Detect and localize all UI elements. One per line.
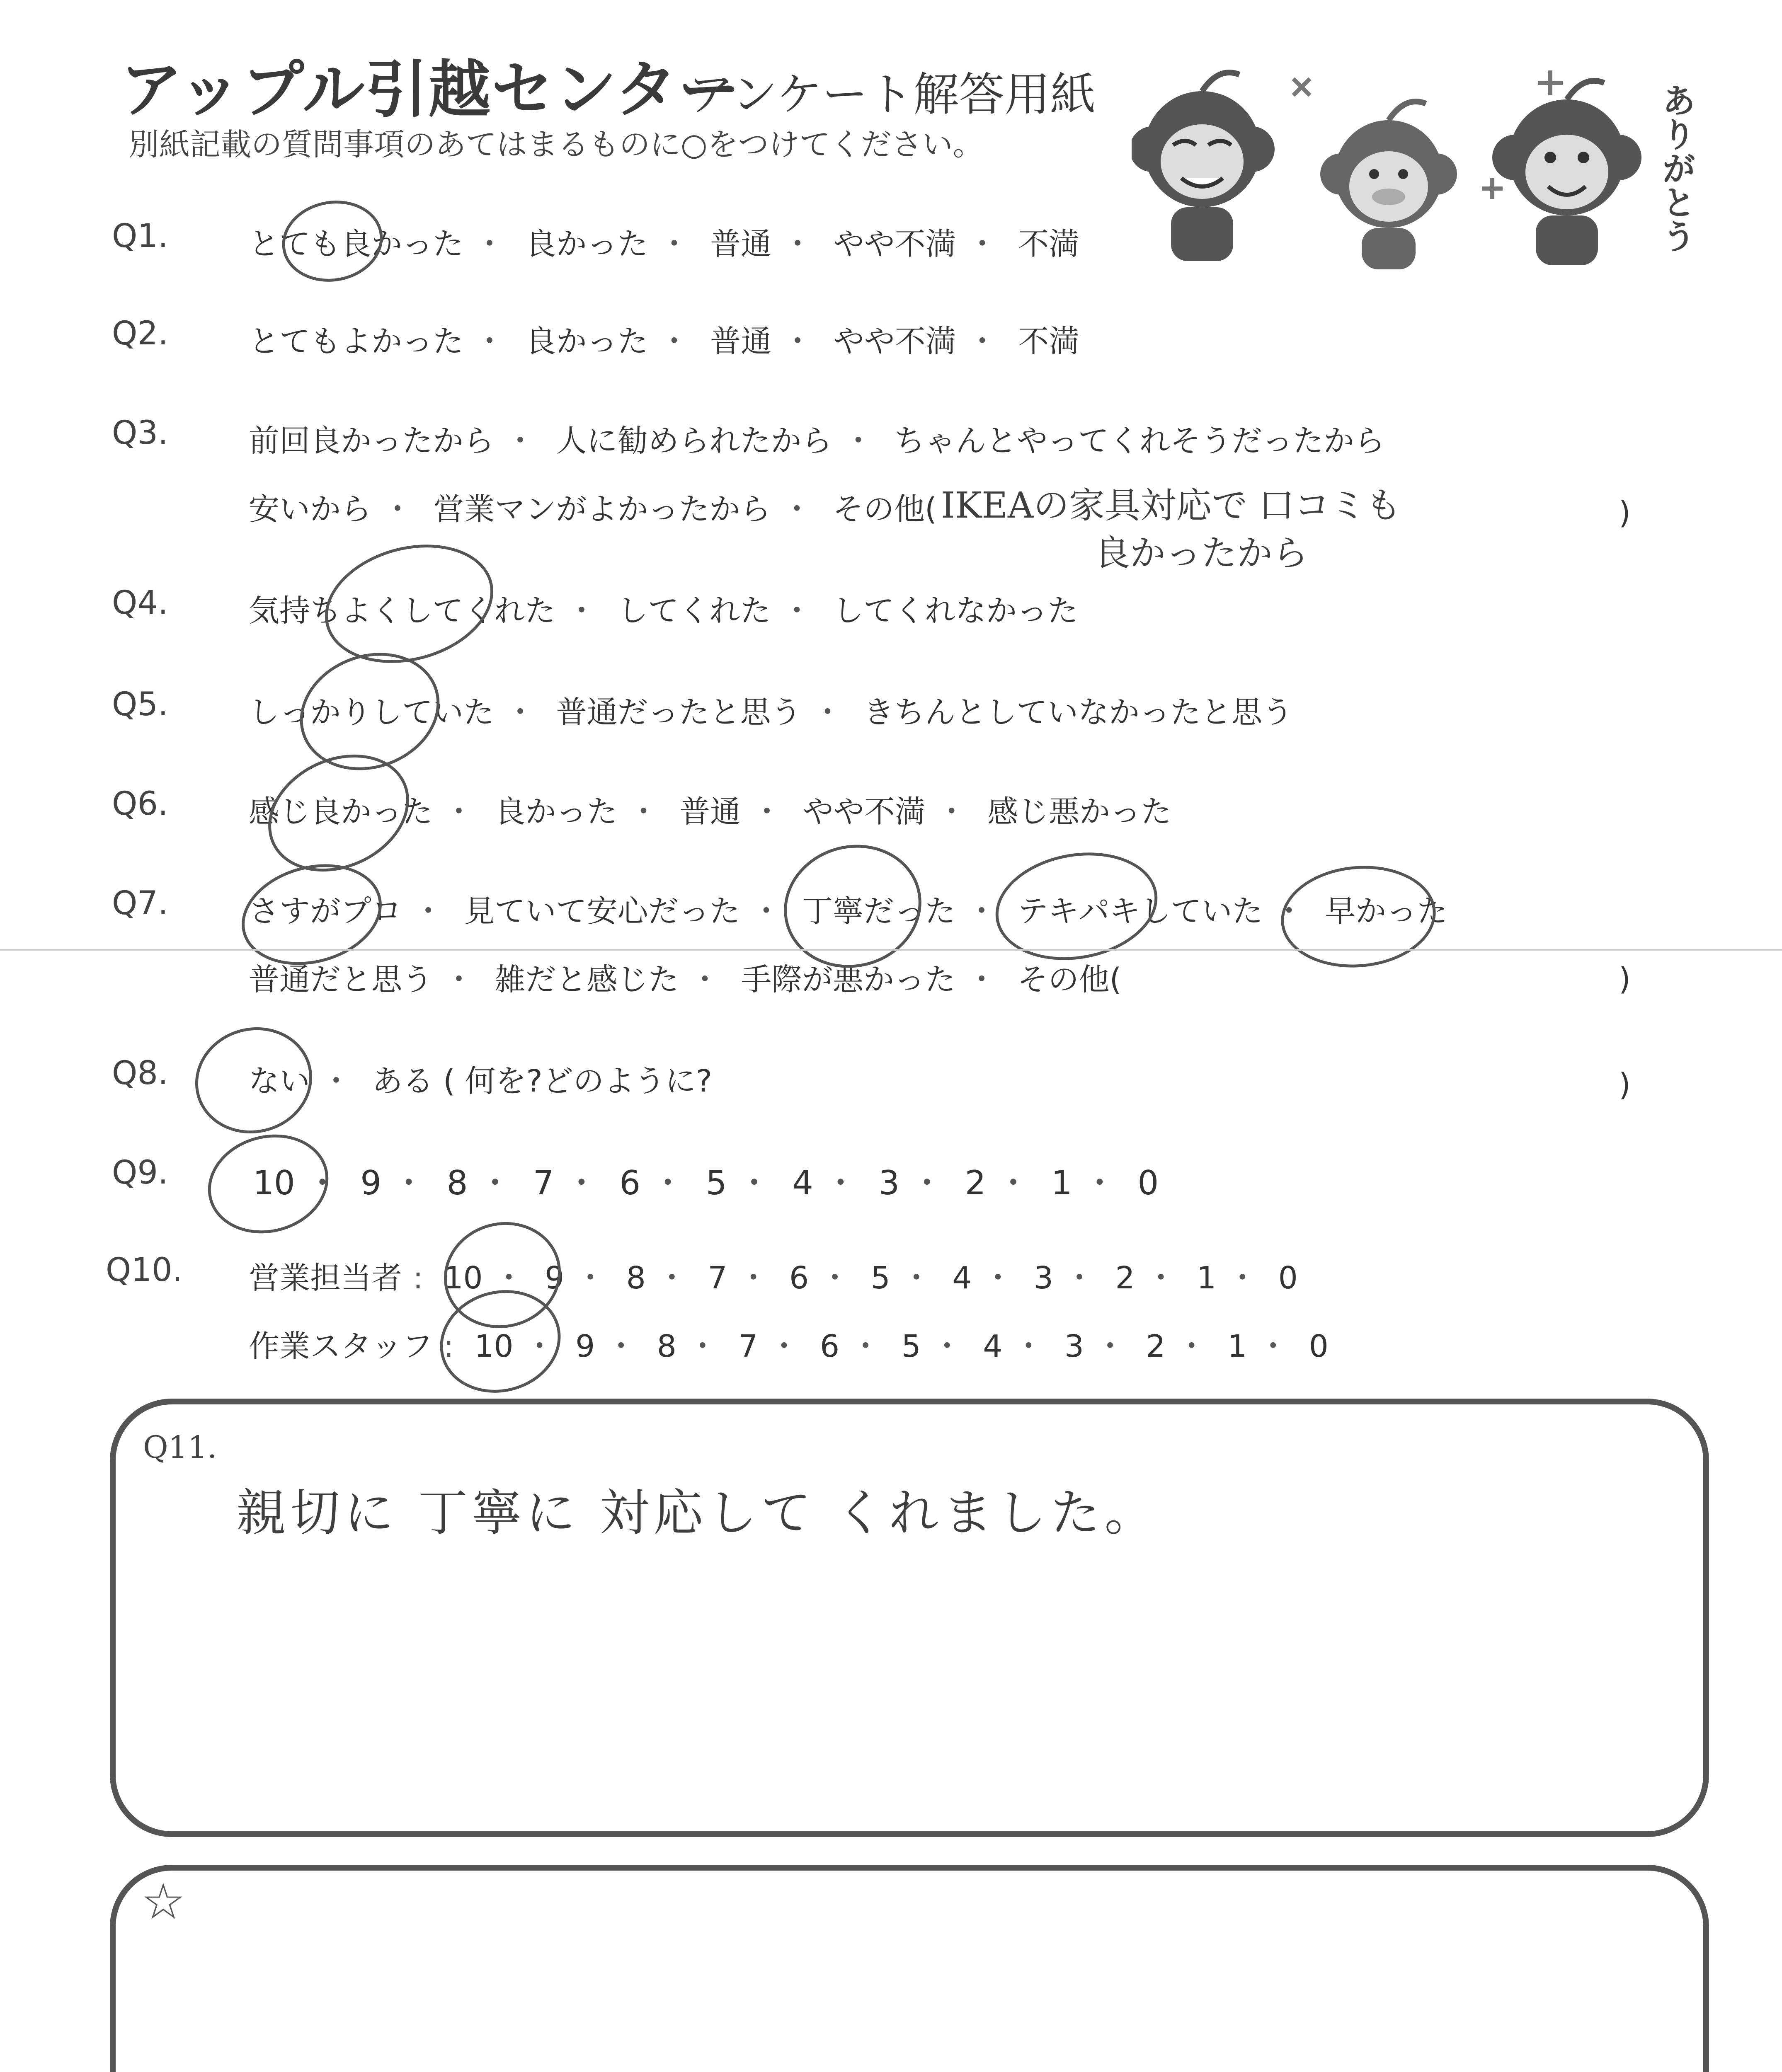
q7-option[interactable]: 手際が悪かった	[741, 962, 956, 997]
q2-option[interactable]: 普通	[710, 324, 772, 359]
q9-score[interactable]: 10	[253, 1164, 295, 1202]
q10-score[interactable]: 1	[1197, 1260, 1217, 1296]
q9-score[interactable]: 8	[446, 1164, 468, 1202]
q10-score[interactable]: 9	[575, 1329, 595, 1364]
q10-score[interactable]: 4	[952, 1260, 972, 1296]
q1-option[interactable]: やや不満	[833, 226, 956, 262]
q7-option[interactable]: 普通だと思う	[249, 962, 433, 997]
q3-options-line1: 前回良かったから ・ 人に勧められたから ・ ちゃんとやってくれそうだったから	[249, 423, 1385, 459]
q8-option[interactable]: ない	[249, 1063, 310, 1099]
thanks-text: ありがとう	[1656, 83, 1696, 253]
q9-scale: 10 ・ 9 ・ 8 ・ 7 ・ 6 ・ 5 ・ 4 ・ 3 ・ 2 ・ 1 ・ 0	[253, 1164, 1159, 1202]
q10-row-sales: 営業担当者 : 10 ・ 9 ・ 8 ・ 7 ・ 6 ・ 5 ・ 4 ・ 3 ・ 2 ・ 1 ・ 0	[249, 1260, 1298, 1296]
q10-score[interactable]: 7	[708, 1260, 727, 1296]
q9-score[interactable]: 6	[619, 1164, 641, 1202]
q3-option-other[interactable]: その他(	[833, 491, 937, 527]
q6-option[interactable]: 良かった	[495, 794, 618, 830]
q2-option[interactable]: とてもよかった	[249, 324, 463, 359]
q10-score[interactable]: 5	[901, 1329, 921, 1364]
comment-box	[110, 1865, 1709, 2072]
company-title: アップル引越センター	[120, 54, 741, 126]
q8-detail: ( 何を?どのように?	[443, 1063, 713, 1099]
q10-score[interactable]: 6	[820, 1329, 840, 1364]
q8-options: ない ・ ある ( 何を?どのように?	[249, 1063, 713, 1099]
q9-score[interactable]: 0	[1137, 1164, 1159, 1202]
q10-score[interactable]: 5	[870, 1260, 890, 1296]
q10-score[interactable]: 6	[789, 1260, 809, 1296]
q7-option[interactable]: さすがプロ	[249, 893, 402, 929]
q10-score[interactable]: 0	[1309, 1329, 1329, 1364]
q7-answer-circle	[1277, 859, 1440, 974]
q4-option[interactable]: してくれなかった	[833, 593, 1079, 629]
q9-score[interactable]: 5	[706, 1164, 727, 1202]
q9-score[interactable]: 9	[360, 1164, 382, 1202]
q1-options: とても良かった ・ 良かった ・ 普通 ・ やや不満 ・ 不満	[249, 226, 1080, 262]
q10-score[interactable]: 9	[545, 1260, 565, 1296]
q9-score[interactable]: 4	[792, 1164, 813, 1202]
q10-score[interactable]: 2	[1115, 1260, 1135, 1296]
q1-option[interactable]: とても良かった	[249, 226, 463, 262]
q1-option[interactable]: 良かった	[525, 226, 648, 262]
q3-options-line2: 安いから ・ 営業マンがよかったから ・ その他(	[249, 491, 937, 527]
q2-option[interactable]: 不満	[1018, 324, 1080, 359]
q3-option[interactable]: 安いから	[249, 491, 371, 527]
q8-answer-circle	[183, 1014, 324, 1147]
q7-answer-circle	[987, 840, 1166, 973]
q11-handwritten-answer: 親切に 丁寧に 対応して くれました。	[236, 1484, 1159, 1542]
q3-option[interactable]: 人に勧められたから	[556, 423, 832, 459]
instruction-text: 別紙記載の質問事項のあてはまるものに○をつけてください。	[128, 127, 984, 162]
q5-option[interactable]: きちんとしていなかったと思う	[863, 695, 1293, 730]
q4-answer-circle	[312, 527, 507, 681]
q7-option[interactable]: 見ていて安心だった	[464, 893, 740, 929]
q5-option[interactable]: 普通だったと思う	[556, 695, 802, 730]
q7-option[interactable]: 早かった	[1325, 893, 1448, 929]
q9-score[interactable]: 1	[1051, 1164, 1072, 1202]
q3-handwritten-answer-line1: IKEAの家具対応で 口コミも	[941, 485, 1401, 526]
q3-close-paren: )	[1619, 495, 1631, 531]
q7-option[interactable]: 丁寧だった	[802, 893, 956, 929]
q5-options: しっかりしていた ・ 普通だったと思う ・ きちんとしていなかったと思う	[249, 695, 1293, 730]
q4-options: 気持ちよくしてくれた ・ してくれた ・ してくれなかった	[249, 593, 1079, 629]
q10-score[interactable]: 4	[983, 1329, 1003, 1364]
q7-option[interactable]: 雑だと感じた	[495, 962, 679, 997]
fold-line	[0, 949, 1782, 951]
q10-score[interactable]: 3	[1064, 1329, 1084, 1364]
q10-row-name: 営業担当者	[249, 1260, 402, 1296]
q3-handwritten-answer-line2: 良かったから	[1094, 533, 1308, 574]
q7-options-line2: 普通だと思う ・ 雑だと感じた ・ 手際が悪かった ・ その他(	[249, 962, 1122, 997]
q7-option[interactable]: テキパキしていた	[1017, 893, 1263, 929]
q9-score[interactable]: 2	[965, 1164, 986, 1202]
q7-close-paren: )	[1619, 961, 1631, 997]
q3-label: Q3.	[112, 414, 168, 452]
q6-label: Q6.	[112, 785, 168, 823]
q10-score[interactable]: 1	[1227, 1329, 1247, 1364]
q6-option[interactable]: やや不満	[803, 794, 926, 830]
q4-option[interactable]: 気持ちよくしてくれた	[249, 593, 555, 629]
monkey-mascots-illustration	[1132, 54, 1691, 269]
q9-score[interactable]: 3	[878, 1164, 900, 1202]
q5-label: Q5.	[112, 686, 168, 723]
q7-label: Q7.	[112, 885, 168, 922]
q11-answer-box	[110, 1399, 1709, 1837]
q8-close-paren: )	[1619, 1067, 1631, 1103]
q4-label: Q4.	[112, 584, 168, 622]
q9-answer-circle	[197, 1121, 340, 1247]
q8-option[interactable]: ある	[372, 1063, 434, 1099]
q10-score[interactable]: 2	[1146, 1329, 1166, 1364]
q10-row-staff: 作業スタッフ : 10 ・ 9 ・ 8 ・ 7 ・ 6 ・ 5 ・ 4 ・ 3 ・ 2 ・ 1 ・ 0	[249, 1329, 1329, 1364]
q1-option[interactable]: 普通	[710, 226, 772, 262]
q2-options: とてもよかった ・ 良かった ・ 普通 ・ やや不満 ・ 不満	[249, 324, 1080, 359]
q2-option[interactable]: やや不満	[833, 324, 956, 359]
q4-option[interactable]: してくれた	[617, 593, 771, 629]
q11-label: Q11.	[143, 1430, 217, 1465]
q1-label: Q1.	[112, 218, 168, 255]
q10-score[interactable]: 7	[738, 1329, 758, 1364]
q9-label: Q9.	[112, 1154, 168, 1191]
q2-option[interactable]: 良かった	[525, 324, 648, 359]
q6-option[interactable]: 感じ悪かった	[987, 794, 1172, 830]
q10-score[interactable]: 10	[444, 1260, 483, 1296]
q1-answer-circle	[276, 193, 389, 289]
form-subtitle: アンケート解答用紙	[688, 68, 1096, 121]
q6-option[interactable]: 感じ良かった	[249, 794, 433, 830]
q10-score[interactable]: 8	[657, 1329, 676, 1364]
q3-option[interactable]: 営業マンがよかったから	[433, 491, 771, 527]
star-icon: ☆	[141, 1873, 186, 1931]
q3-option[interactable]: 前回良かったから	[249, 423, 494, 459]
q3-option[interactable]: ちゃんとやってくれそうだったから	[894, 423, 1385, 459]
q6-options: 感じ良かった ・ 良かった ・ 普通 ・ やや不満 ・ 感じ悪かった	[249, 794, 1172, 830]
q10-score[interactable]: 8	[626, 1260, 646, 1296]
q2-label: Q2.	[112, 315, 168, 352]
q5-option[interactable]: しっかりしていた	[249, 695, 494, 730]
q8-label: Q8.	[112, 1055, 168, 1092]
q10-score[interactable]: 10	[474, 1329, 514, 1364]
q10-score[interactable]: 0	[1278, 1260, 1298, 1296]
q7-option-other[interactable]: その他(	[1017, 962, 1122, 997]
q6-option[interactable]: 普通	[679, 794, 741, 830]
q10-label: Q10.	[106, 1251, 183, 1289]
q10-row-name: 作業スタッフ	[249, 1329, 433, 1364]
q10-score[interactable]: 3	[1033, 1260, 1054, 1296]
q1-option[interactable]: 不満	[1018, 226, 1080, 262]
q9-score[interactable]: 7	[533, 1164, 554, 1202]
q7-options-line1: さすがプロ ・ 見ていて安心だった ・ 丁寧だった ・ テキパキしていた ・ 早かった	[249, 893, 1448, 929]
